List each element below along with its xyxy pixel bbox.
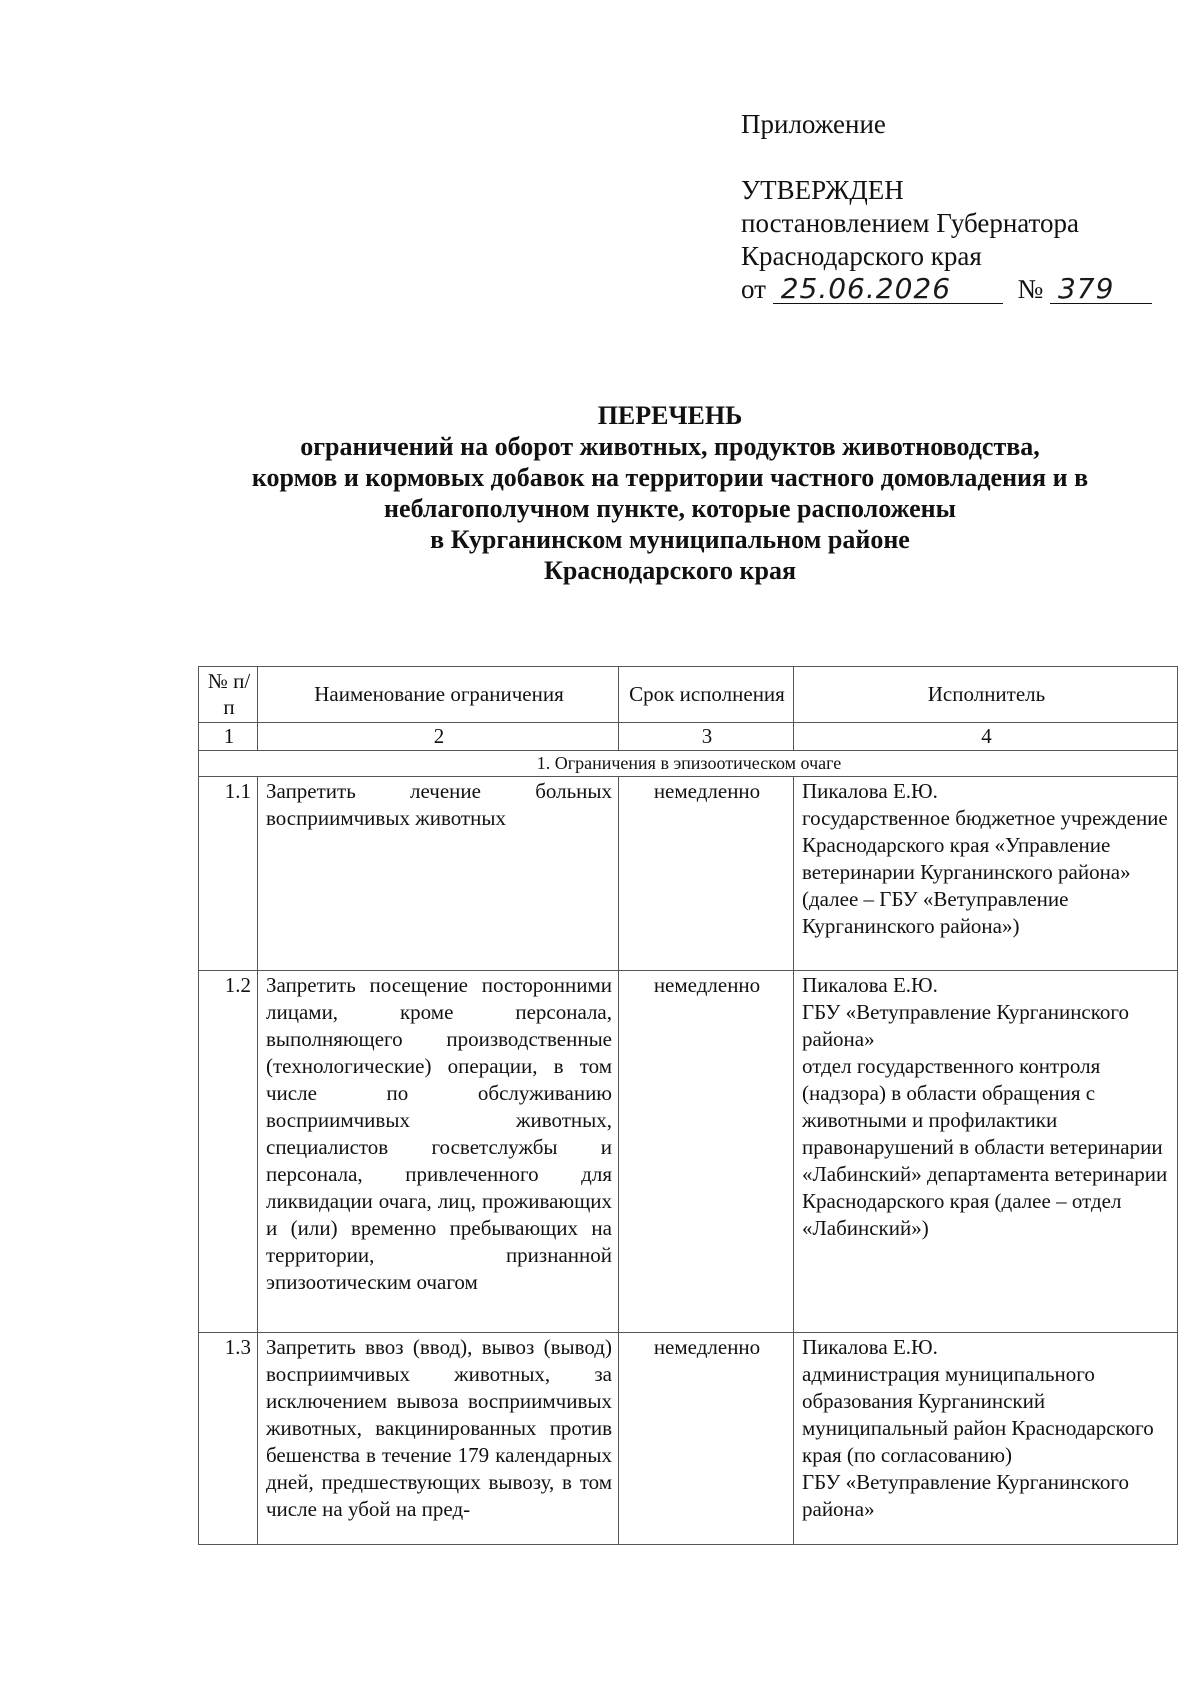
handwritten-date: 25.06.2026 (773, 275, 1003, 304)
table-row (199, 971, 1178, 1333)
approved-by-line-2: Краснодарского края (741, 241, 982, 271)
executor: Пикалова Е.Ю. администрация муниципального образования Курганинский муниципальный район Краснодарского края (по согласованию) ГБУ «Ветуправление Курганинского района» (794, 1333, 1178, 1545)
restriction-name: Запретить ввоз (ввод), вывоз (вывод) восприимчивых животных, за исключением вывоза восприимчивых животных, вакцинированных против бешенства в течение 179 календарных дней, предшествующих вывозу, в том числе на убой на пред- (258, 1333, 619, 1545)
approved-label: УТВЕРЖДЕН (741, 175, 904, 205)
approval-block (741, 108, 1152, 306)
approved-by-line-1: постановлением Губернатора (741, 208, 1079, 238)
header-num: № п/п (199, 667, 258, 723)
table-row (199, 777, 1178, 971)
restrictions-table (198, 666, 1178, 1545)
header-term: Срок исполнения (619, 667, 794, 723)
header-name: Наименование ограничения (258, 667, 619, 723)
title-line-5: Краснодарского края (543, 556, 797, 585)
execution-term: немедленно (619, 971, 794, 1333)
column-number: 3 (619, 723, 794, 751)
row-number: 1.3 (199, 1333, 258, 1545)
column-number: 4 (794, 723, 1178, 751)
column-number: 1 (199, 723, 258, 751)
restriction-name: Запретить лечение больных восприимчивых животных (258, 777, 619, 971)
executor: Пикалова Е.Ю. ГБУ «Ветуправление Курганинского района» отдел государственного контроля (надзора) в области обращения с животными и профилактики правонарушений в области ветеринарии «Лабинский» департамента ветеринарии Краснодарского края (далее – отдел «Лабинский») (794, 971, 1178, 1333)
section-row (199, 751, 1178, 777)
execution-term: немедленно (619, 777, 794, 971)
row-number: 1.1 (199, 777, 258, 971)
document-title (180, 400, 1160, 586)
column-number-row (199, 723, 1178, 751)
restriction-name: Запретить посещение посторонними лицами, кроме персонала, выполняющего производственные (технологические) операции, в том числе по обслуживанию восприимчивых животных, специалистов госветслужбы и персонала, привлеченного для ликвидации очага, лиц, проживающих и (или) временно пребывающих на территории, признанной эпизоотическим очагом (258, 971, 619, 1333)
number-prefix: № (1017, 274, 1044, 304)
title-line-1: ограничений на оборот животных, продуктов животноводства, (300, 432, 1040, 461)
execution-term: немедленно (619, 1333, 794, 1545)
executor: Пикалова Е.Ю. государственное бюджетное учреждение Краснодарского края «Управление ветеринарии Курганинского района» (далее – ГБУ «Ветуправление Курганинского района») (794, 777, 1178, 971)
row-number: 1.2 (199, 971, 258, 1333)
column-number: 2 (258, 723, 619, 751)
title-line-4: в Курганинском муниципальном районе (430, 525, 910, 554)
title-line-2: кормов и кормовых добавок на территории частного домовладения и в (251, 463, 1089, 492)
appendix-label: Приложение (741, 109, 886, 139)
date-prefix: от (741, 274, 766, 304)
title-heading: ПЕРЕЧЕНЬ (597, 401, 743, 430)
handwritten-number: 379 (1050, 275, 1152, 304)
table-header-row (199, 667, 1178, 723)
date-number-line (741, 273, 1152, 306)
title-line-3: неблагополучном пункте, которые расположены (384, 494, 956, 523)
section-title: 1. Ограничения в эпизоотическом очаге (199, 751, 1178, 777)
table-row (199, 1333, 1178, 1545)
header-executor: Исполнитель (794, 667, 1178, 723)
